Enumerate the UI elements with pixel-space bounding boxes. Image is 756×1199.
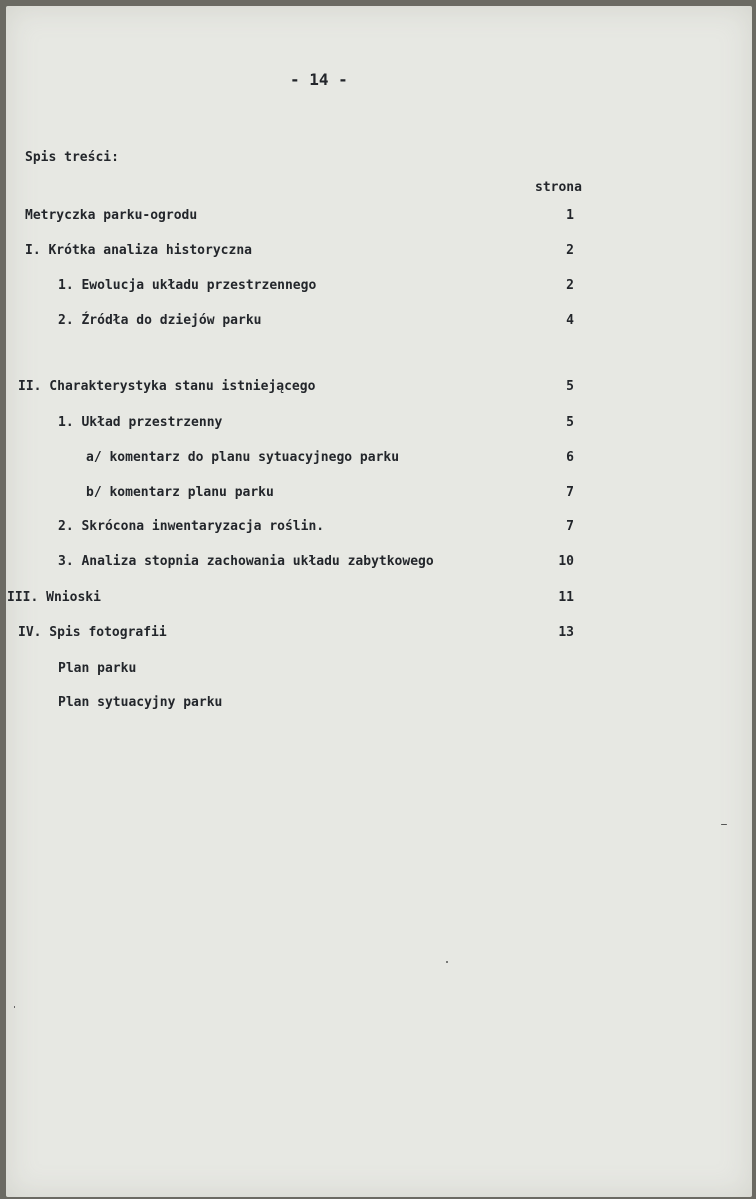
toc-entry-label: 3. Analiza stopnia zachowania układu zabytkowego (58, 554, 434, 569)
toc-entry-page: 6 (566, 450, 574, 465)
toc-entry-page: 1 (566, 208, 574, 223)
toc-entry-label: 1. Układ przestrzenny (58, 415, 223, 430)
toc-entry-page: 13 (558, 625, 574, 640)
toc-entry-label: 2. Skrócona inwentaryzacja roślin. (58, 519, 325, 534)
toc-entry-label: a/ komentarz do planu sytuacyjnego parku (86, 450, 400, 465)
toc-entry-page: 7 (566, 485, 574, 500)
toc-entry-page: 10 (558, 554, 574, 569)
toc-entry-label: I. Krótka analiza historyczna (25, 243, 252, 258)
toc-entry-label: Plan parku (58, 661, 137, 676)
toc-entry-label: Metryczka parku-ogrodu (25, 208, 198, 223)
toc-entry-label: III. Wnioski (7, 590, 101, 605)
paper-speck (446, 961, 448, 963)
toc-entry-label: 1. Ewolucja układu przestrzennego (58, 278, 317, 293)
toc-heading: Spis treści: (25, 150, 119, 165)
paper-speck (14, 1006, 15, 1008)
toc-entry-label: Plan sytuacyjny parku (58, 695, 223, 710)
toc-entry-label: 2. Źródła do dziejów parku (58, 313, 262, 328)
toc-entry-label: II. Charakterystyka stanu istniejącego (18, 379, 316, 394)
page-column-header: strona (535, 180, 582, 195)
toc-entry-page: 5 (566, 415, 574, 430)
toc-entry-label: IV. Spis fotografii (18, 625, 167, 640)
paper-speck (721, 824, 727, 825)
toc-entry-page: 11 (558, 590, 574, 605)
toc-entry-page: 2 (566, 243, 574, 258)
toc-entry-page: 5 (566, 379, 574, 394)
page-number: - 14 - (290, 70, 348, 89)
toc-entry-page: 2 (566, 278, 574, 293)
toc-entry-page: 7 (566, 519, 574, 534)
toc-entry-page: 4 (566, 313, 574, 328)
document-page (6, 6, 752, 1197)
toc-entry-label: b/ komentarz planu parku (86, 485, 274, 500)
